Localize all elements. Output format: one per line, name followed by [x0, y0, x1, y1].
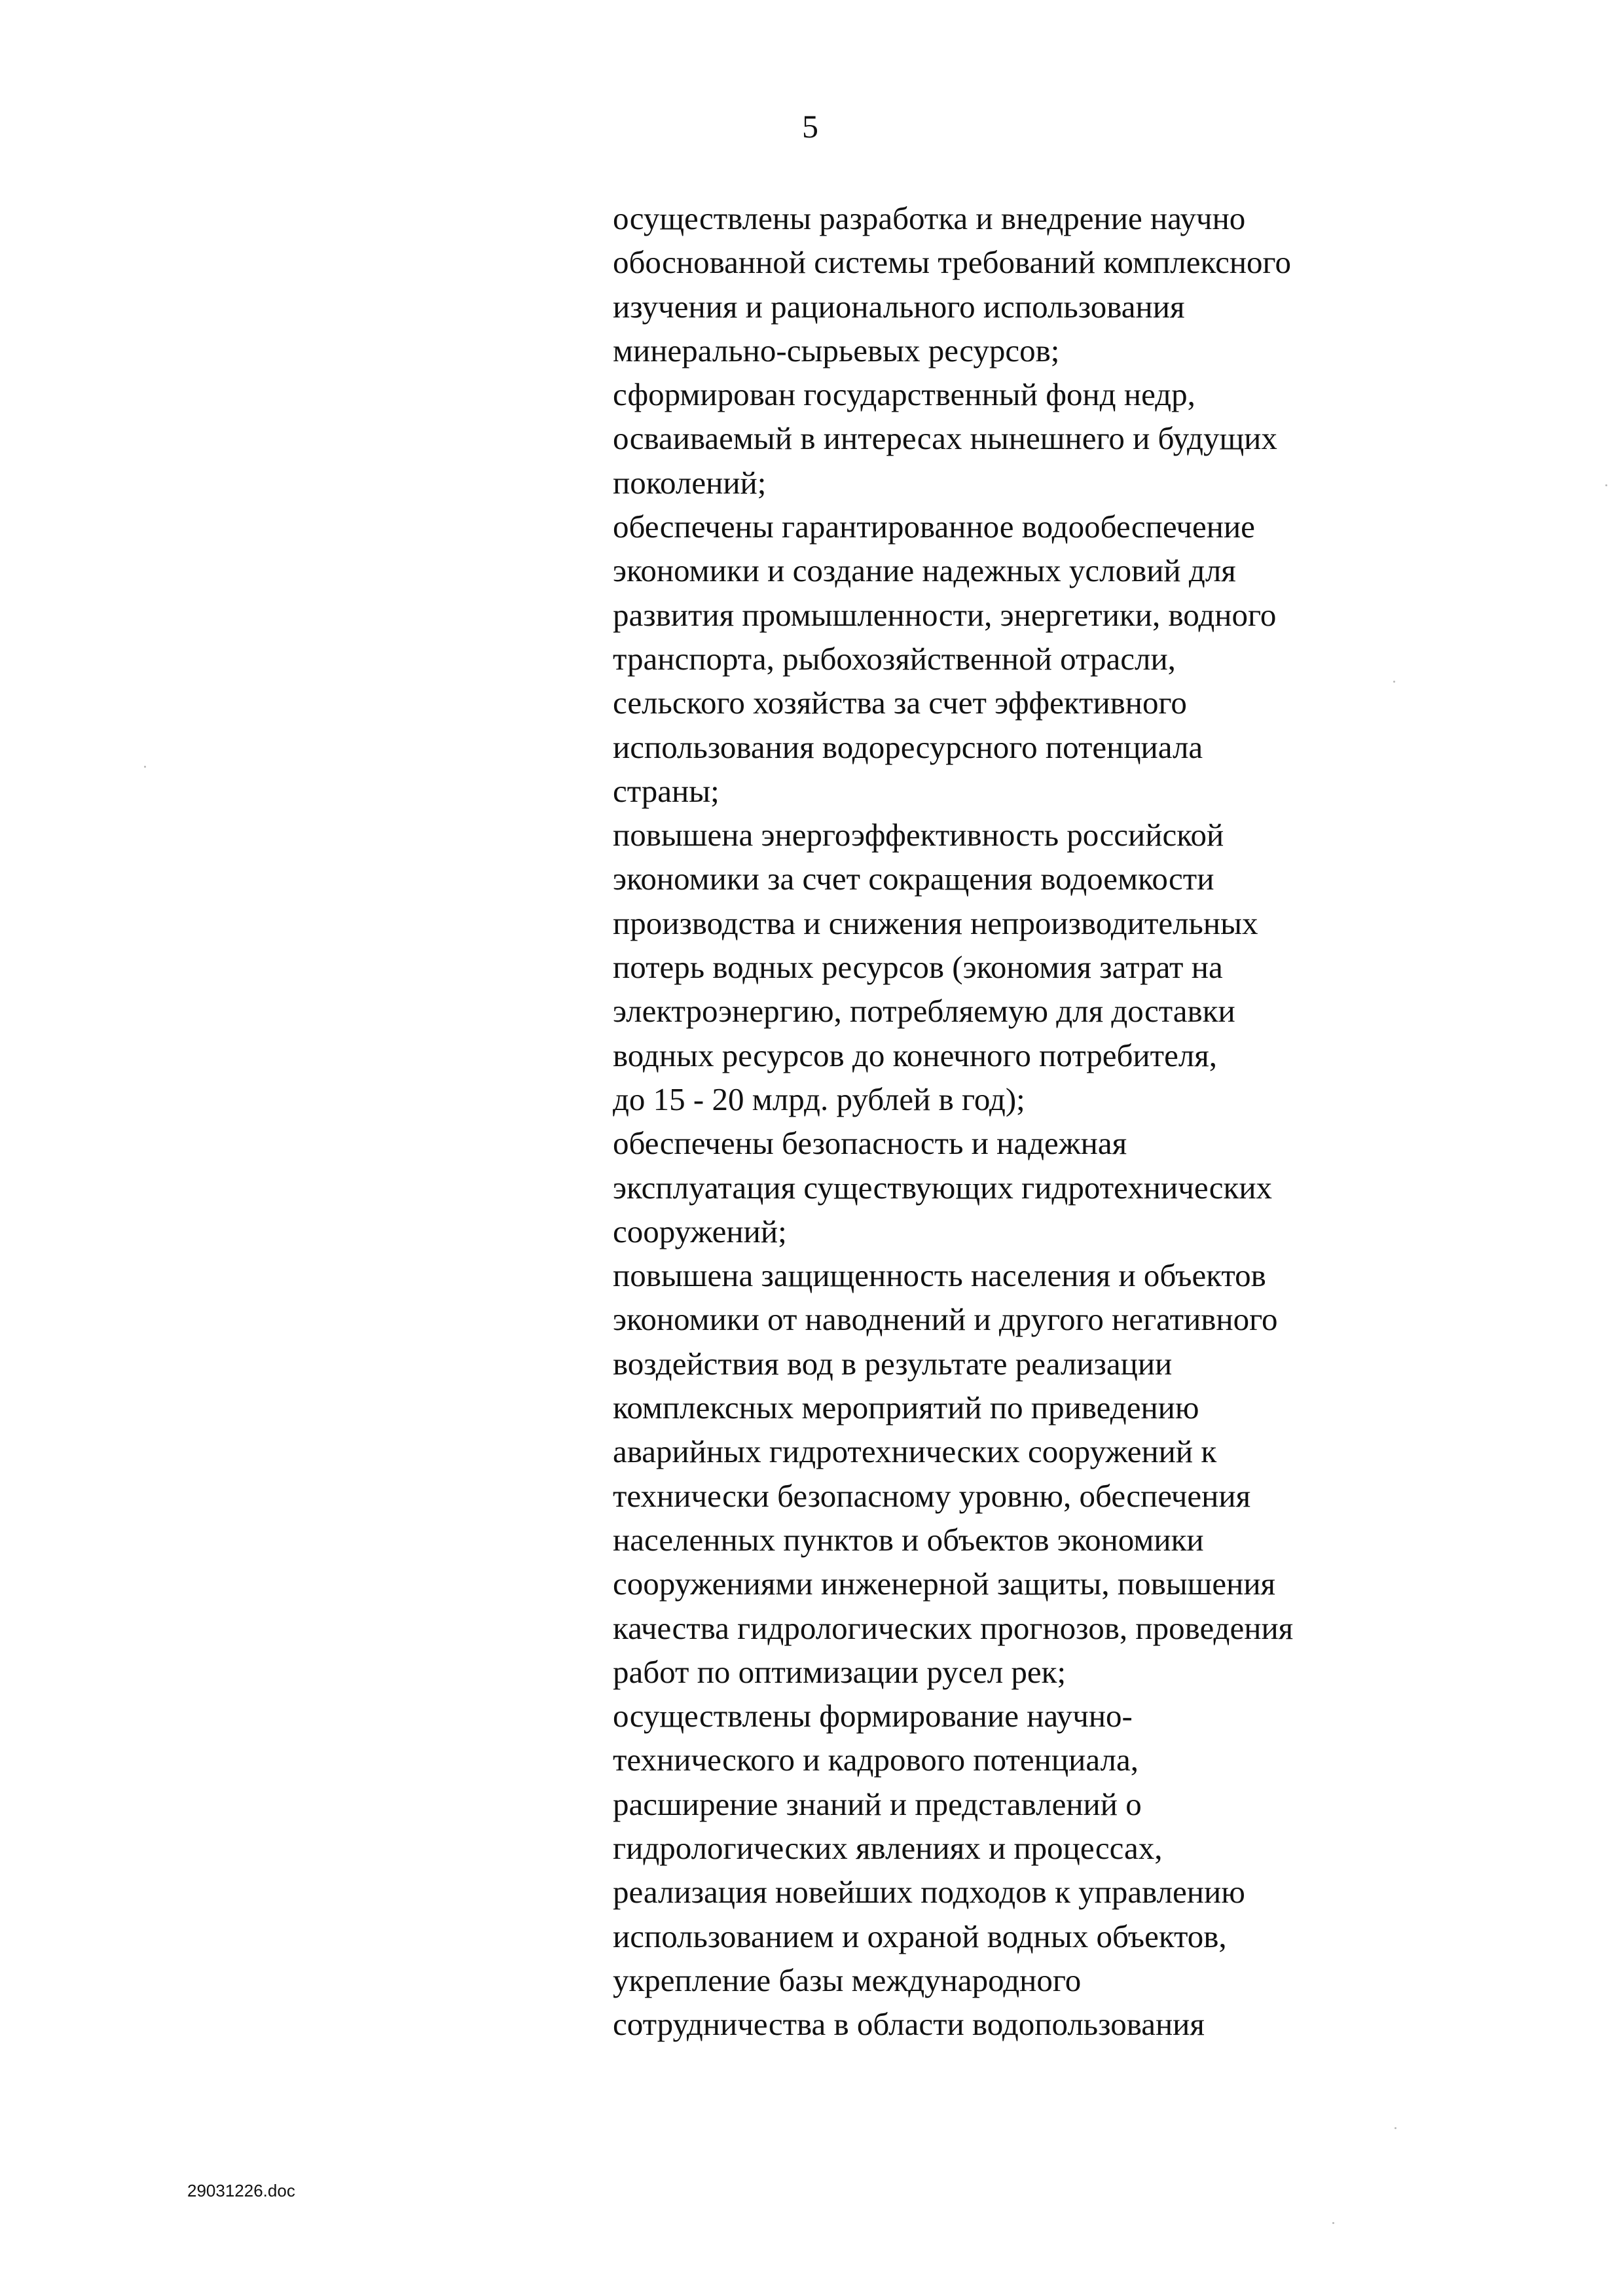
text-line: экономики от наводнений и другого негативного [613, 1301, 1278, 1338]
text-line: поколений; [613, 464, 767, 501]
text-line: сотрудничества в области водопользования [613, 2006, 1205, 2043]
text-line: использованием и охраной водных объектов, [613, 1918, 1227, 1954]
page-number: 5 [802, 108, 818, 145]
text-line: сформирован государственный фонд недр, [613, 376, 1195, 413]
scan-speck [1332, 2222, 1334, 2224]
text-line: изучения и рационального использования [613, 288, 1185, 325]
text-line: осуществлены разработка и внедрение научно [613, 200, 1246, 236]
text-line: обеспечены гарантированное водообеспечение [613, 509, 1255, 545]
text-line: осваиваемый в интересах нынешнего и будущих [613, 420, 1277, 457]
text-line: комплексных мероприятий по приведению [613, 1390, 1199, 1426]
text-line: минерально-сырьевых ресурсов; [613, 332, 1060, 368]
text-line: потерь водных ресурсов (экономия затрат на [613, 949, 1223, 986]
text-line: до 15 - 20 млрд. рублей в год); [613, 1081, 1025, 1117]
text-line: технически безопасному уровню, обеспечения [613, 1477, 1251, 1514]
scan-speck [1605, 484, 1607, 486]
text-line: реализация новейших подходов к управлению [613, 1874, 1245, 1910]
text-line: обеспечены безопасность и надежная [613, 1125, 1127, 1162]
text-line: электроэнергию, потребляемую для доставки [613, 993, 1235, 1030]
text-line: укрепление базы международного [613, 1962, 1082, 1998]
text-line: эксплуатация существующих гидротехнических [613, 1169, 1273, 1206]
footer-filename: 29031226.doc [187, 2181, 295, 2200]
text-line: осуществлены формирование научно- [613, 1698, 1133, 1734]
text-line: обоснованной системы требований комплексного [613, 244, 1291, 281]
text-line: населенных пунктов и объектов экономики [613, 1521, 1204, 1558]
text-line: воздействия вод в результате реализации [613, 1345, 1173, 1382]
text-line: экономики за счет сокращения водоемкости [613, 861, 1214, 897]
body-text [613, 196, 1470, 2046]
text-line: гидрологических явлениях и процессах, [613, 1829, 1163, 1866]
text-line: страны; [613, 772, 720, 809]
scan-speck [144, 766, 146, 768]
text-line: сооружений; [613, 1213, 787, 1249]
text-line: технического и кадрового потенциала, [613, 1742, 1139, 1778]
text-line: производства и снижения непроизводительных [613, 905, 1258, 941]
text-line: сооружениями инженерной защиты, повышения [613, 1566, 1276, 1602]
text-line: повышена защищенность населения и объектов [613, 1257, 1266, 1294]
text-line: использования водоресурсного потенциала [613, 728, 1203, 765]
text-line: расширение знаний и представлений о [613, 1785, 1142, 1822]
scan-speck [1395, 2127, 1396, 2129]
text-line: развития промышленности, энергетики, водного [613, 596, 1277, 633]
text-line: водных ресурсов до конечного потребителя, [613, 1037, 1218, 1073]
scan-speck [1393, 681, 1395, 683]
text-line: качества гидрологических прогнозов, проведения [613, 1609, 1294, 1646]
text-line: повышена энергоэффективность российской [613, 817, 1224, 853]
text-line: транспорта, рыбохозяйственной отрасли, [613, 640, 1176, 677]
text-line: экономики и создание надежных условий для [613, 552, 1236, 589]
text-line: сельского хозяйства за счет эффективного [613, 685, 1187, 721]
text-line: аварийных гидротехнических сооружений к [613, 1433, 1217, 1470]
text-line: работ по оптимизации русел рек; [613, 1653, 1067, 1690]
